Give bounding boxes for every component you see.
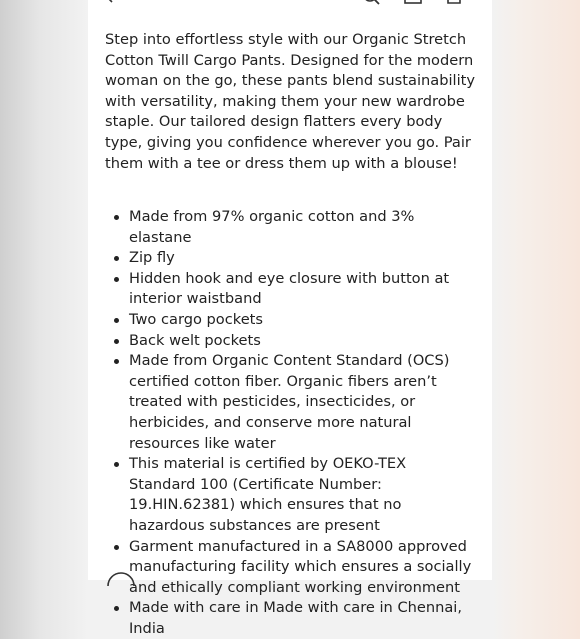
list-item: Made from Organic Content Standard (OCS) certified cotton fiber. Organic fibers aren’t treated with pesticides, insecticides, or herbicides, and conserve more natural resources like water: [105, 351, 477, 454]
circle-icon[interactable]: [106, 574, 136, 586]
list-item: Two cargo pockets: [105, 310, 477, 331]
top-bar: [88, 0, 492, 6]
product-description: Step into effortless style with our Organic Stretch Cotton Twill Cargo Pants. Designed for the modern woman on the go, these pants blend sustainability with versatility, making them your new wardrobe staple. Our tailored design flatters every body type, giving you confidence wherever you go. Pair them with a tee or dress them up with a blouse!: [105, 31, 475, 172]
list-item: Hidden hook and eye closure with button at interior waistband: [105, 269, 477, 310]
list-item: This material is certified by OEKO-TEX Standard 100 (Certificate Number: 19.HIN.62381) which ensures that no hazardous substances are present: [105, 454, 477, 536]
list-item: Garment manufactured in a SA8000 approved manufacturing facility which ensures a socially and ethically compliant working environment: [105, 537, 477, 599]
list-item: Made with care in Made with care in Chennai, India: [105, 598, 477, 639]
product-details-screen: [88, 0, 492, 637]
back-icon[interactable]: [104, 0, 114, 2]
search-icon[interactable]: [363, 0, 381, 6]
list-item: Zip fly: [105, 248, 477, 269]
list-item: Made from 97% organic cotton and 3% elastane: [105, 207, 477, 248]
bag-icon[interactable]: [446, 0, 462, 6]
share-icon[interactable]: [404, 0, 422, 6]
feature-list: [105, 207, 477, 639]
list-item: Back welt pockets: [105, 331, 477, 352]
